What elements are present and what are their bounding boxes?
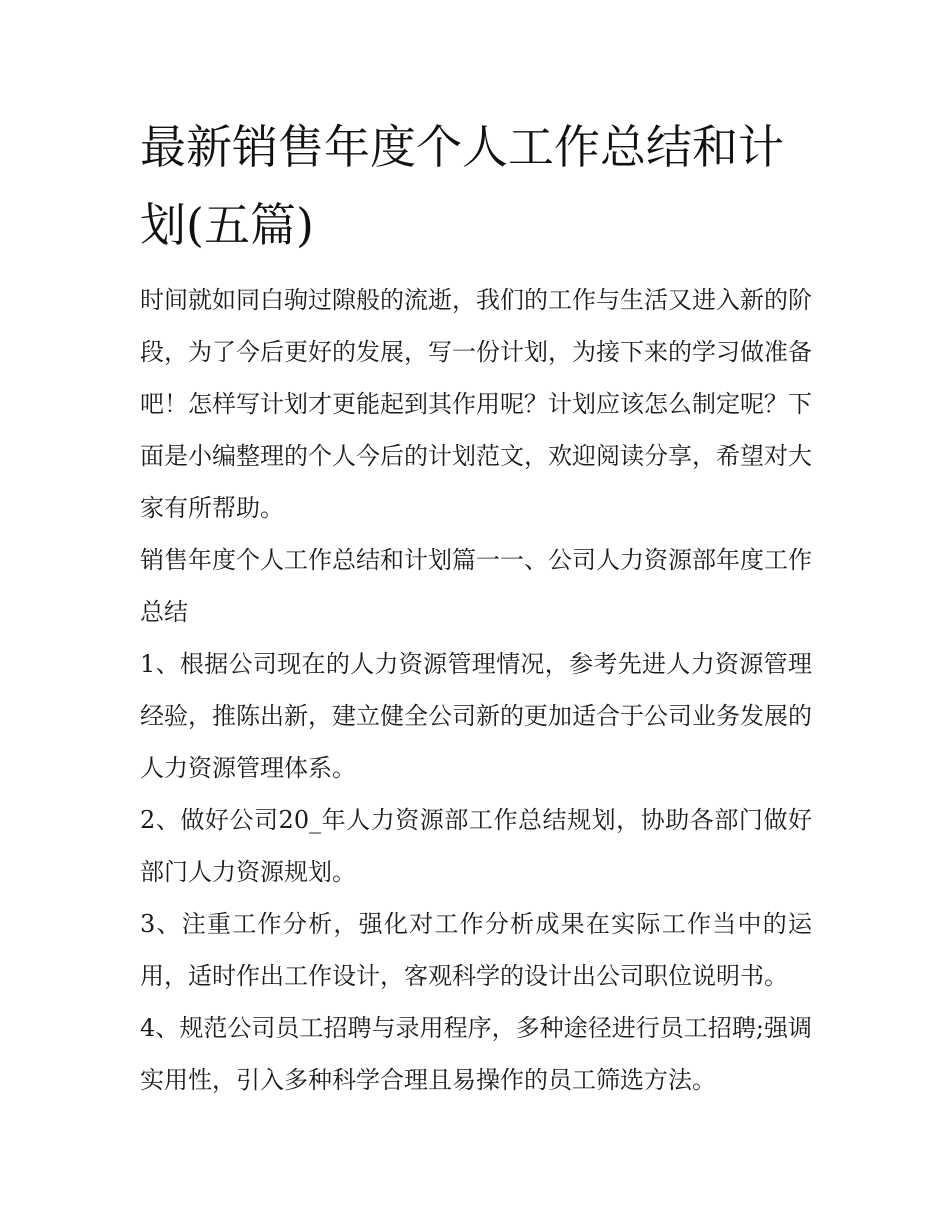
list-item-1: 1、根据公司现在的人力资源管理情况，参考先进人力资源管理经验，推陈出新，建立健全公司新的更加适合于公司业务发展的人力资源管理体系。 [140,650,812,782]
list-item-3: 3、注重工作分析，强化对工作分析成果在实际工作当中的运用，适时作出工作设计，客观科学的设计出公司职位说明书。 [140,910,812,990]
list-item-4: 4、规范公司员工招聘与录用程序，多种途径进行员工招聘;强调实用性，引入多种科学合理且易操作的员工筛选方法。 [140,1014,812,1094]
document-body [140,108,812,1106]
document-title: 最新销售年度个人工作总结和计划(五篇) [140,120,784,252]
list-item-2: 2、做好公司20_年人力资源部工作总结规划，协助各部门做好部门人力资源规划。 [140,806,812,886]
section-heading-paragraph: 销售年度个人工作总结和计划篇一一、公司人力资源部年度工作总结 [140,546,812,626]
intro-paragraph: 时间就如同白驹过隙般的流逝，我们的工作与生活又进入新的阶段，为了今后更好的发展，写一份计划，为接下来的学习做准备吧！怎样写计划才更能起到其作用呢？计划应该怎么制定呢？下面是小编整理的个人今后的计划范文，欢迎阅读分享，希望对大家有所帮助。 [140,286,812,522]
